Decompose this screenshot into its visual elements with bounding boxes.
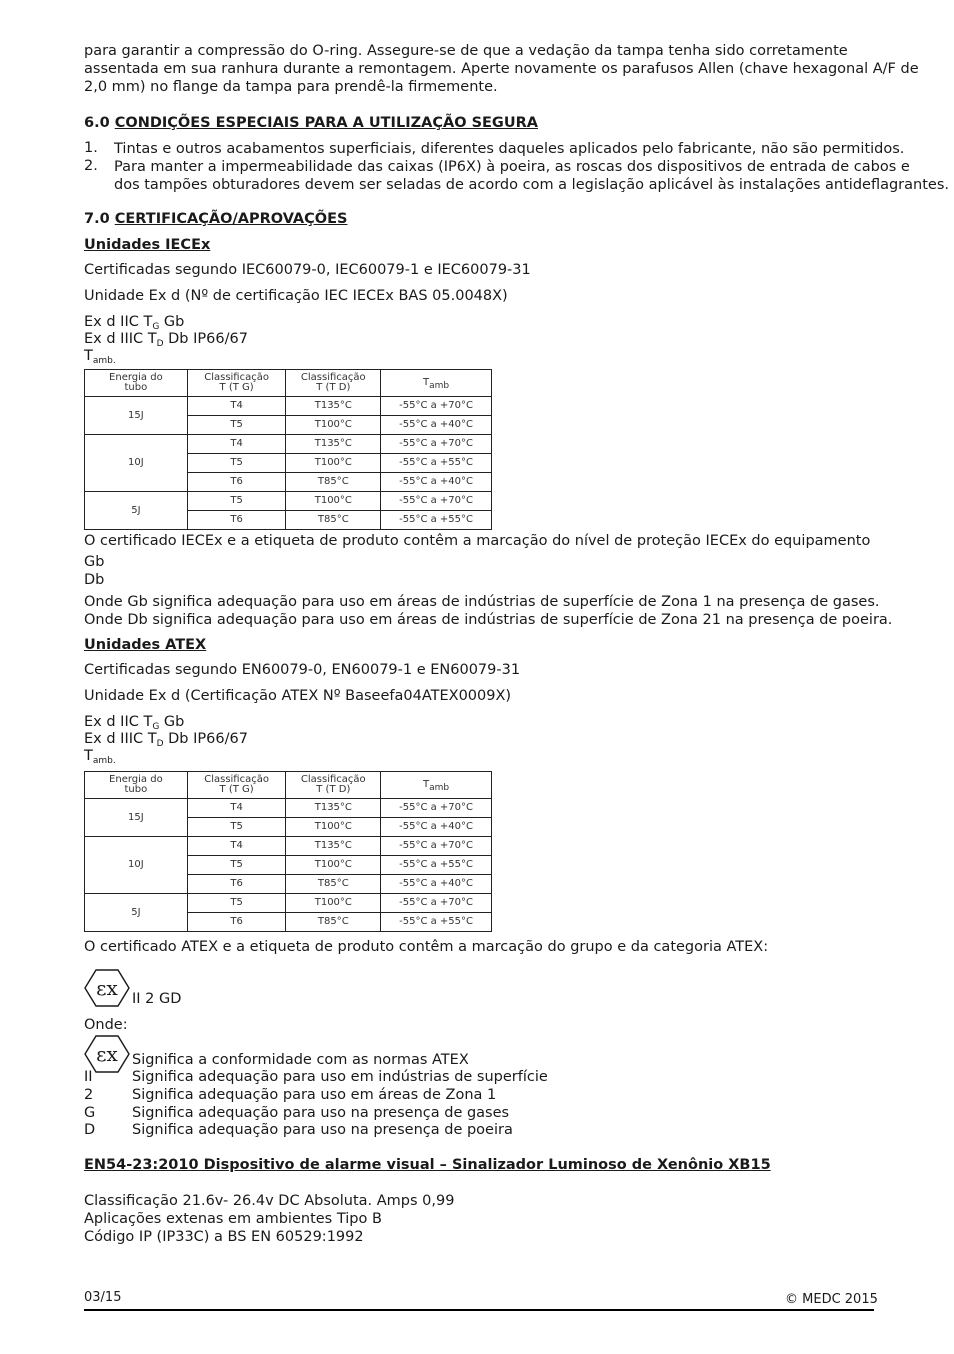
cell-td-class: T85°C	[286, 913, 381, 932]
section-6-list	[84, 140, 949, 194]
cell-tamb-range: -55°C a +40°C	[381, 473, 492, 492]
cell-t-class: T4	[187, 397, 286, 416]
intro-line-1: para garantir a compressão do O-ring. Assegure-se de que a vedação da tampa tenha sido corretamente	[84, 43, 848, 59]
cell-t-class: T4	[187, 837, 286, 856]
header-energy-line: tubo	[124, 382, 148, 393]
iecex-certified: Certificadas segundo IEC60079-0, IEC60079-1 e IEC60079-31	[84, 262, 531, 278]
header-energy-line: Energia do	[109, 372, 163, 383]
header-tamb-sub: amb	[429, 783, 450, 793]
cell-td-class: T135°C	[286, 799, 381, 818]
cell-tamb-range: -55°C a +55°C	[381, 856, 492, 875]
list-item-number: 2.	[84, 158, 98, 174]
cell-tamb-range: -55°C a +70°C	[381, 435, 492, 454]
iecex-marking-gas: Ex d IIC $T_G$ Gb	[84, 314, 185, 332]
header-td-line: T (T D)	[316, 784, 351, 795]
header-energy-line: Energia do	[109, 774, 163, 785]
cell-tamb-range: -55°C a +70°C	[381, 397, 492, 416]
cell-t-class: T5	[187, 856, 286, 875]
cell-td-class: T100°C	[286, 492, 381, 511]
atex-marking-dust: Ex d IIIC $T_D$ Db IP66/67	[84, 731, 248, 749]
header-td-line: Classificação	[300, 774, 366, 785]
header-tamb-t: T	[423, 377, 430, 388]
cell-tamb-range: -55°C a +55°C	[381, 454, 492, 473]
cell-td-class: T100°C	[286, 416, 381, 435]
atex-tamb-label: $T_{amb.}$	[84, 748, 116, 766]
table-row	[85, 397, 492, 416]
cell-t-class: T5	[187, 818, 286, 837]
list-item-text: Tintas e outros acabamentos superficiais, diferentes daqueles aplicados pelo fabricante, não são permitidos.	[114, 141, 905, 157]
header-tamb-sub: amb	[429, 381, 450, 391]
footer-copyright: © MEDC 2015	[785, 1292, 878, 1307]
svg-text:εx: εx	[96, 976, 118, 1000]
cell-energy: 15J	[85, 799, 188, 837]
en54-heading: EN54-23:2010 Dispositivo de alarme visual – Sinalizador Luminoso de Xenônio XB15	[84, 1157, 771, 1173]
cell-tamb-range: -55°C a +55°C	[381, 511, 492, 530]
iecex-where-gb: Onde Gb significa adequação para uso em áreas de indústrias de superfície de Zona 1 na presença de gases.	[84, 594, 880, 610]
cell-energy: 10J	[85, 435, 188, 492]
iecex-tamb-label: $T_{amb.}$	[84, 348, 116, 366]
section-7-heading	[84, 210, 347, 228]
definition-key: 2	[84, 1087, 94, 1103]
atex-note: O certificado ATEX e a etiqueta de produto contêm a marcação do grupo e da categoria ATEX:	[84, 939, 769, 955]
header-tamb	[381, 772, 492, 799]
footer-rule	[84, 1309, 874, 1311]
atex-marking-gas: Ex d IIC $T_G$ Gb	[84, 714, 185, 732]
en54-line-2: Aplicações extenas em ambientes Tipo B	[84, 1211, 382, 1227]
cell-t-class: T5	[187, 454, 286, 473]
section-7-title: CERTIFICAÇÃO/APROVAÇÕES	[114, 211, 348, 227]
header-energy	[85, 370, 188, 397]
definition-text: Significa a conformidade com as normas ATEX	[132, 1052, 469, 1068]
cell-energy: 10J	[85, 837, 188, 894]
list-item	[84, 140, 905, 158]
cell-t-class: T6	[187, 913, 286, 932]
cell-tamb-range: -55°C a +70°C	[381, 799, 492, 818]
table-row	[85, 799, 492, 818]
definition-key: D	[84, 1122, 96, 1138]
cell-tamb-range: -55°C a +70°C	[381, 837, 492, 856]
cell-energy: 15J	[85, 397, 188, 435]
cell-t-class: T4	[187, 799, 286, 818]
atex-unit: Unidade Ex d (Certificação ATEX Nº Baseefa04ATEX0009X)	[84, 688, 512, 704]
cell-t-class: T4	[187, 435, 286, 454]
table-header-row	[85, 370, 492, 397]
header-tamb	[381, 370, 492, 397]
cell-tamb-range: -55°C a +40°C	[381, 818, 492, 837]
section-6-heading	[84, 114, 538, 132]
list-item-text: Para manter a impermeabilidade das caixas (IP6X) à poeira, as roscas dos dispositivos de entrada de cabos e	[114, 159, 910, 175]
iecex-where-db: Onde Db significa adequação para uso em áreas de indústrias de superfície de Zona 21 na presença de poeira.	[84, 612, 893, 628]
cell-td-class: T100°C	[286, 818, 381, 837]
cell-tamb-range: -55°C a +70°C	[381, 894, 492, 913]
definition-text: Significa adequação para uso na presença de poeira	[132, 1122, 513, 1138]
cell-t-class: T6	[187, 875, 286, 894]
cell-td-class: T135°C	[286, 435, 381, 454]
en54-line-3: Código IP (IP33C) a BS EN 60529:1992	[84, 1229, 364, 1245]
header-tg	[187, 772, 286, 799]
cell-tamb-range: -55°C a +70°C	[381, 492, 492, 511]
section-7-number: 7.0	[84, 211, 110, 227]
atex-certified: Certificadas segundo EN60079-0, EN60079-1 e EN60079-31	[84, 662, 521, 678]
cell-td-class: T135°C	[286, 837, 381, 856]
list-item-text: dos tampões obturadores devem ser seladas de acordo com a legislação aplicável às instalações antideflagrantes.	[114, 177, 949, 193]
cell-t-class: T6	[187, 473, 286, 492]
table-row	[85, 837, 492, 856]
cell-td-class: T135°C	[286, 397, 381, 416]
cell-t-class: T5	[187, 416, 286, 435]
iecex-db: Db	[84, 572, 105, 588]
cell-t-class: T6	[187, 511, 286, 530]
table-row	[85, 894, 492, 913]
cell-td-class: T85°C	[286, 875, 381, 894]
cell-tamb-range: -55°C a +55°C	[381, 913, 492, 932]
table-row	[85, 492, 492, 511]
footer-date: 03/15	[84, 1290, 122, 1305]
header-tamb-t: T	[423, 779, 430, 790]
cell-energy: 5J	[85, 894, 188, 932]
header-tg-line: T (T G)	[219, 382, 254, 393]
iecex-classification-table	[84, 369, 492, 530]
atex-classification-table	[84, 771, 492, 932]
header-td	[286, 772, 381, 799]
cell-td-class: T100°C	[286, 894, 381, 913]
cell-energy: 5J	[85, 492, 188, 530]
definition-key: G	[84, 1105, 96, 1121]
table-header-row	[85, 772, 492, 799]
header-td	[286, 370, 381, 397]
definition-text: Significa adequação para uso em indústrias de superfície	[132, 1069, 548, 1085]
header-td-line: Classificação	[300, 372, 366, 383]
header-tg-line: T (T G)	[219, 784, 254, 795]
iecex-marking-dust: Ex d IIIC $T_D$ Db IP66/67	[84, 331, 248, 349]
svg-text:εx: εx	[96, 1042, 118, 1066]
cell-td-class: T100°C	[286, 454, 381, 473]
en54-line-1: Classificação 21.6v- 26.4v DC Absoluta. Amps 0,99	[84, 1193, 455, 1209]
cell-td-class: T85°C	[286, 511, 381, 530]
cell-td-class: T100°C	[286, 856, 381, 875]
header-energy-line: tubo	[124, 784, 148, 795]
ex-hexagon-icon	[84, 968, 132, 1008]
section-6-title: CONDIÇÕES ESPECIAIS PARA A UTILIZAÇÃO SEGURA	[114, 115, 538, 131]
cell-tamb-range: -55°C a +40°C	[381, 875, 492, 894]
list-item-number: 1.	[84, 140, 98, 156]
cell-tamb-range: -55°C a +40°C	[381, 416, 492, 435]
iecex-unit: Unidade Ex d (Nº de certificação IEC IECEx BAS 05.0048X)	[84, 288, 508, 304]
list-item	[84, 158, 949, 194]
iecex-gb: Gb	[84, 554, 105, 570]
atex-group-category-marking: II 2 GD	[132, 991, 182, 1007]
intro-line-2: assentada em sua ranhura durante a remontagem. Aperte novamente os parafusos Allen (chave hexagonal A/F de	[84, 61, 919, 77]
header-tg-line: Classificação	[204, 372, 269, 383]
header-tg-line: Classificação	[204, 774, 269, 785]
header-energy	[85, 772, 188, 799]
section-6-number: 6.0	[84, 115, 110, 131]
definition-text: Significa adequação para uso na presença de gases	[132, 1105, 510, 1121]
cell-t-class: T5	[187, 492, 286, 511]
cell-t-class: T5	[187, 894, 286, 913]
cell-td-class: T85°C	[286, 473, 381, 492]
definition-key: II	[84, 1069, 93, 1085]
header-td-line: T (T D)	[316, 382, 351, 393]
intro-line-3: 2,0 mm) no flange da tampa para prendê-la firmemente.	[84, 79, 498, 95]
table-row	[85, 435, 492, 454]
iecex-heading: Unidades IECEx	[84, 237, 211, 253]
header-tg	[187, 370, 286, 397]
iecex-note: O certificado IECEx e a etiqueta de produto contêm a marcação do nível de proteção IECEx do equipamento	[84, 533, 871, 549]
atex-where-label: Onde:	[84, 1017, 128, 1033]
atex-heading: Unidades ATEX	[84, 637, 207, 653]
definition-text: Significa adequação para uso em áreas de Zona 1	[132, 1087, 497, 1103]
